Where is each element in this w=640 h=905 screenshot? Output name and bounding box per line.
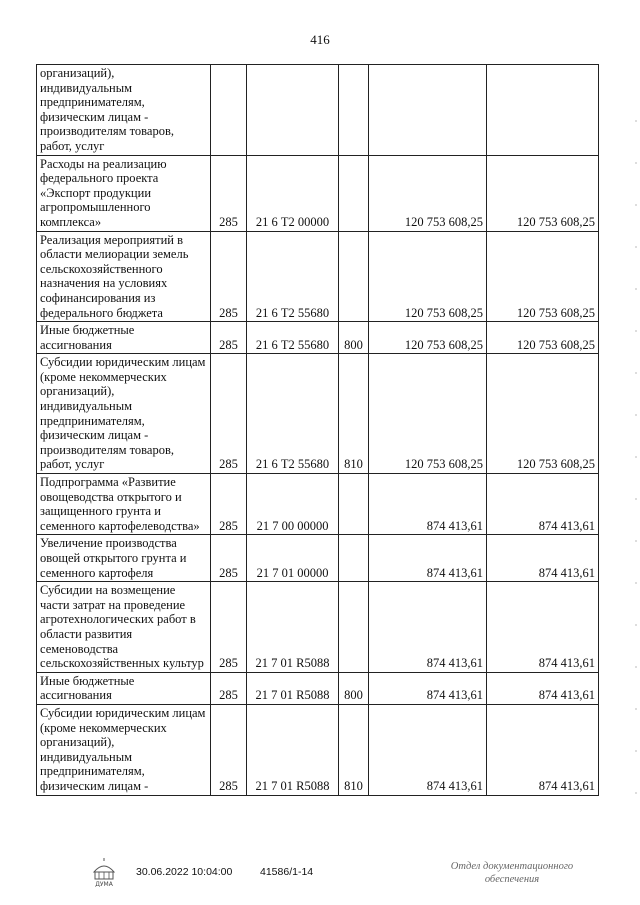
table-row bbox=[37, 474, 599, 535]
row-amount-1: 120 753 608,25 bbox=[369, 155, 487, 231]
row-target-code: 21 7 01 R5088 bbox=[247, 582, 339, 673]
table-row bbox=[37, 672, 599, 704]
row-target-code: 21 7 01 R5088 bbox=[247, 704, 339, 795]
duma-logo bbox=[86, 858, 122, 888]
row-description: Подпрограмма «Развитие овощеводства открытого и защищенного грунта и семенного картофелеводства» bbox=[37, 474, 211, 535]
row-amount-2: 120 753 608,25 bbox=[487, 354, 599, 474]
row-expense-type: 810 bbox=[339, 354, 369, 474]
table-row bbox=[37, 582, 599, 673]
row-target-code: 21 6 Т2 55680 bbox=[247, 354, 339, 474]
row-expense-type: 800 bbox=[339, 672, 369, 704]
row-amount-2: 120 753 608,25 bbox=[487, 322, 599, 354]
row-ved-code: 285 bbox=[211, 155, 247, 231]
row-description: Субсидии юридическим лицам (кроме некоммерческих организаций), индивидуальным предпринимателям, физическим лицам - bbox=[37, 704, 211, 795]
row-expense-type bbox=[339, 535, 369, 582]
footer-doc-number: 41586/1-14 bbox=[260, 866, 314, 878]
table-row bbox=[37, 322, 599, 354]
table-row bbox=[37, 535, 599, 582]
row-amount-2: 874 413,61 bbox=[487, 474, 599, 535]
row-amount-1: 874 413,61 bbox=[369, 672, 487, 704]
row-expense-type bbox=[339, 65, 369, 156]
row-target-code bbox=[247, 65, 339, 156]
table-row bbox=[37, 354, 599, 474]
footer-timestamp: 30.06.2022 10:04:00 bbox=[136, 866, 233, 878]
row-ved-code: 285 bbox=[211, 231, 247, 322]
row-amount-1: 874 413,61 bbox=[369, 474, 487, 535]
row-target-code: 21 7 01 R5088 bbox=[247, 672, 339, 704]
row-target-code: 21 6 Т2 55680 bbox=[247, 322, 339, 354]
row-target-code: 21 7 00 00000 bbox=[247, 474, 339, 535]
table-row bbox=[37, 231, 599, 322]
row-ved-code bbox=[211, 65, 247, 156]
row-amount-2: 120 753 608,25 bbox=[487, 231, 599, 322]
document-footer bbox=[0, 858, 640, 898]
row-description: Субсидии юридическим лицам (кроме некоммерческих организаций), индивидуальным предпринимателям, физическим лицам - производителям товаров, работ, услуг bbox=[37, 354, 211, 474]
row-description: организаций), индивидуальным предпринимателям, физическим лицам - производителям товаров, работ, услуг bbox=[37, 65, 211, 156]
row-amount-2: 120 753 608,25 bbox=[487, 155, 599, 231]
row-expense-type: 810 bbox=[339, 704, 369, 795]
row-target-code: 21 6 Т2 55680 bbox=[247, 231, 339, 322]
row-amount-1: 120 753 608,25 bbox=[369, 231, 487, 322]
budget-table bbox=[36, 64, 599, 796]
row-ved-code: 285 bbox=[211, 322, 247, 354]
row-amount-2 bbox=[487, 65, 599, 156]
table-row bbox=[37, 704, 599, 795]
row-target-code: 21 7 01 00000 bbox=[247, 535, 339, 582]
row-description: Реализация мероприятий в области мелиорации земель сельскохозяйственного назначения на условиях софинансирования из федерального бюджета bbox=[37, 231, 211, 322]
row-ved-code: 285 bbox=[211, 672, 247, 704]
row-amount-1: 120 753 608,25 bbox=[369, 322, 487, 354]
row-description: Расходы на реализацию федерального проекта «Экспорт продукции агропромышленного комплекса» bbox=[37, 155, 211, 231]
row-target-code: 21 6 Т2 00000 bbox=[247, 155, 339, 231]
row-expense-type bbox=[339, 155, 369, 231]
row-amount-1: 120 753 608,25 bbox=[369, 354, 487, 474]
row-description: Субсидии на возмещение части затрат на проведение агротехнологических работ в области развития семеноводства сельскохозяйственных культур bbox=[37, 582, 211, 673]
row-ved-code: 285 bbox=[211, 474, 247, 535]
row-expense-type: 800 bbox=[339, 322, 369, 354]
footer-department: Отдел документационного обеспечения bbox=[450, 861, 574, 885]
row-ved-code: 285 bbox=[211, 582, 247, 673]
row-amount-2: 874 413,61 bbox=[487, 582, 599, 673]
row-description: Иные бюджетные ассигнования bbox=[37, 672, 211, 704]
page-number: 416 bbox=[310, 32, 330, 47]
row-ved-code: 285 bbox=[211, 704, 247, 795]
row-ved-code: 285 bbox=[211, 354, 247, 474]
row-description: Иные бюджетные ассигнования bbox=[37, 322, 211, 354]
table-row bbox=[37, 65, 599, 156]
row-amount-2: 874 413,61 bbox=[487, 704, 599, 795]
row-amount-2: 874 413,61 bbox=[487, 535, 599, 582]
row-amount-2: 874 413,61 bbox=[487, 672, 599, 704]
row-expense-type bbox=[339, 231, 369, 322]
row-amount-1: 874 413,61 bbox=[369, 704, 487, 795]
row-amount-1: 874 413,61 bbox=[369, 535, 487, 582]
row-expense-type bbox=[339, 582, 369, 673]
row-ved-code: 285 bbox=[211, 535, 247, 582]
row-expense-type bbox=[339, 474, 369, 535]
row-amount-1: 874 413,61 bbox=[369, 582, 487, 673]
table-row bbox=[37, 155, 599, 231]
row-amount-1 bbox=[369, 65, 487, 156]
row-description: Увеличение производства овощей открытого грунта и семенного картофеля bbox=[37, 535, 211, 582]
svg-text:ДУМА: ДУМА bbox=[95, 881, 113, 888]
scan-margin-marks bbox=[634, 120, 638, 820]
